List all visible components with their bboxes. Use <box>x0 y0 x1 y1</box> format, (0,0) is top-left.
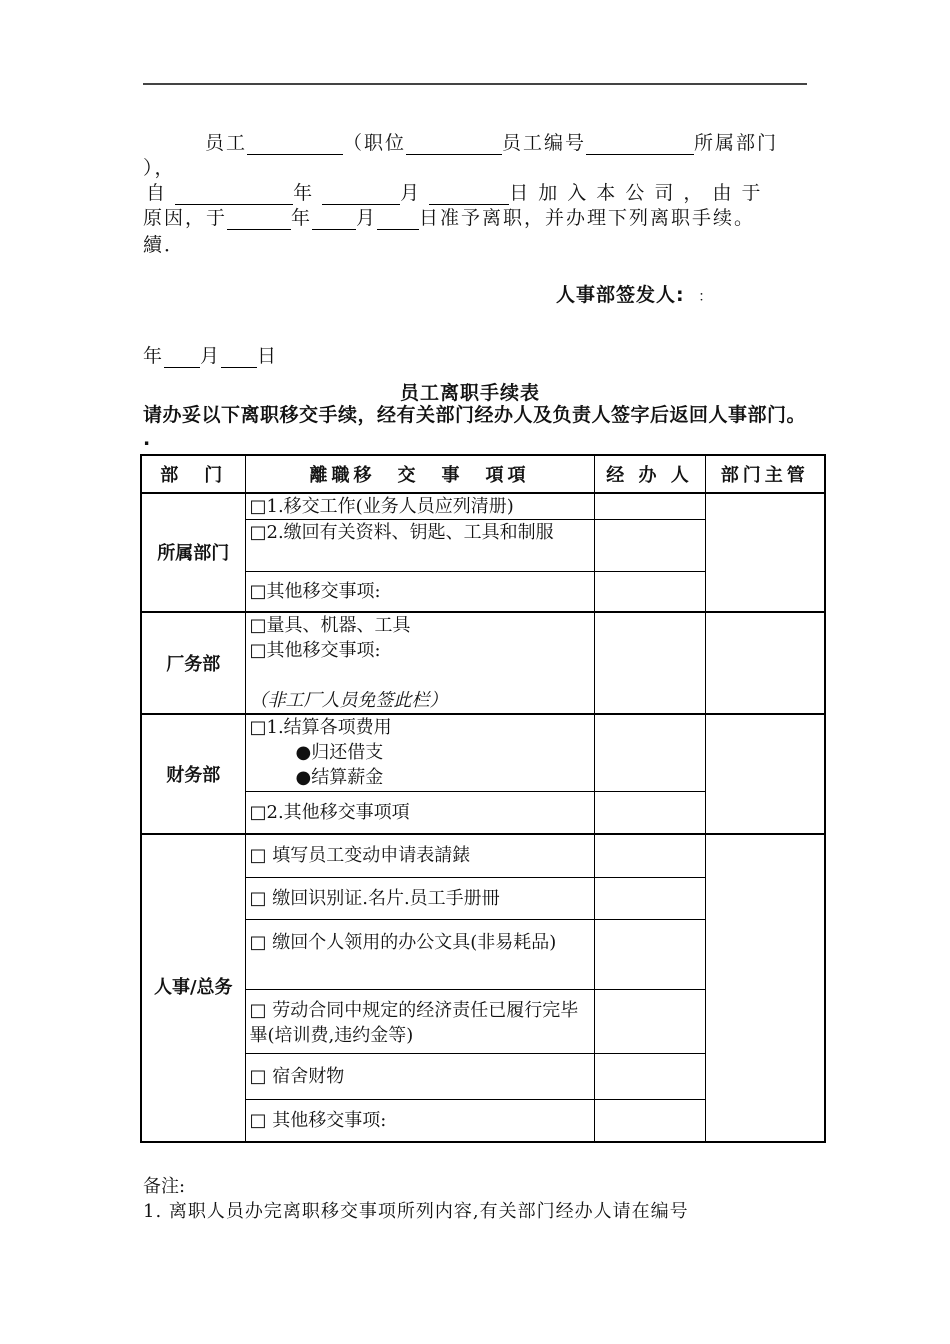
from-label: 自 <box>146 182 168 204</box>
sign-day-blank[interactable] <box>221 349 257 368</box>
dept-factory: 厂务部 <box>141 612 245 714</box>
factory-item-2: □其他移交事项: <box>249 639 381 661</box>
leave-month-blank[interactable] <box>312 211 356 230</box>
join-month-label: 月 <box>400 182 422 204</box>
remarks-item-1: 1. 离职人员办完离职移交事项所列内容,有关部门经办人请在编号 <box>143 1201 689 1222</box>
employee-label: 员工 <box>205 132 248 154</box>
hr-item-6[interactable] <box>245 1100 594 1142</box>
hr-item-5-handler[interactable] <box>594 1054 705 1100</box>
join-year-label: 年 <box>293 182 315 204</box>
hr-signer <box>556 280 713 307</box>
own-item-3-handler[interactable] <box>594 572 705 612</box>
header-supervisor: 部门主管 <box>705 455 825 493</box>
finance-bullet-2: ●结算薪金 <box>295 766 384 788</box>
remarks-label: 备注: <box>143 1176 186 1197</box>
own-item-1-handler[interactable] <box>594 493 705 520</box>
hr-item-3[interactable] <box>245 920 594 990</box>
notice-line-3 <box>146 178 763 205</box>
factory-items[interactable] <box>245 612 594 714</box>
header-rule <box>143 83 807 85</box>
notice-line-4 <box>143 203 755 230</box>
hr-supervisor[interactable] <box>705 834 825 1142</box>
own-item-1-text: □1.移交工作(业务人员应列清册) <box>249 496 514 518</box>
notice-line-5: 續． <box>143 234 186 256</box>
hr-item-3-handler[interactable] <box>594 920 705 990</box>
header-items: 離職移 交 事 項項 <box>245 455 594 493</box>
own-item-3-text: □其他移交事项: <box>249 580 381 602</box>
hr-signer-label: 人事部签发人: <box>556 284 685 306</box>
dept-hr <box>141 834 245 1142</box>
leave-year-label: 年 <box>291 207 313 229</box>
hr-item-1-handler[interactable] <box>594 834 705 878</box>
factory-supervisor[interactable] <box>705 612 825 714</box>
own-item-2[interactable] <box>245 520 594 572</box>
finance-item-2-handler[interactable] <box>594 792 705 834</box>
hr-signer-colon: ： <box>698 289 714 305</box>
employee-no-blank[interactable] <box>586 136 694 155</box>
sign-year-label: 年 <box>143 345 165 367</box>
hr-item-4-text: □ 劳动合同中规定的经济责任已履行完毕畢(培训费,违约金等) <box>249 1000 579 1047</box>
notice-line-1 <box>205 128 778 155</box>
position-label: （职位 <box>343 132 407 154</box>
leave-year-blank[interactable] <box>227 211 291 230</box>
leave-month-label: 月 <box>356 207 378 229</box>
employee-no-label: 员工编号 <box>502 132 587 154</box>
hr-item-4-handler[interactable] <box>594 990 705 1054</box>
hr-item-2-handler[interactable] <box>594 878 705 920</box>
header-handler: 经 办 人 <box>594 455 705 493</box>
hr-item-4[interactable] <box>245 990 594 1054</box>
notice-line-2: ）， <box>143 157 176 179</box>
sign-month-label: 月 <box>200 345 222 367</box>
finance-item-2[interactable] <box>245 792 594 834</box>
sign-day-label: 日 <box>257 345 279 367</box>
hr-item-5[interactable] <box>245 1054 594 1100</box>
finance-item-2-text: □2.其他移交事项項 <box>249 801 410 823</box>
hr-item-3-text: □ 缴回个人领用的办公文具(非易耗品) <box>249 932 557 954</box>
own-item-2-text: □2.缴回有关资料、钥匙、工具和制服 <box>249 522 554 544</box>
form-instruction: 请办妥以下离职移交手续，经有关部门经办人及负责人签字后返回人事部门。 . <box>143 404 807 450</box>
header-dept: 部 门 <box>141 455 245 493</box>
own-item-1[interactable] <box>245 493 594 520</box>
hr-item-5-text: □ 宿舍财物 <box>249 1066 345 1088</box>
employee-name-blank[interactable] <box>247 136 343 155</box>
department-label: 所属部门 <box>694 132 779 154</box>
finance-bullet-1: ●归还借支 <box>295 741 384 763</box>
dept-hr-label: 人事/总务 <box>153 976 233 998</box>
sign-month-blank[interactable] <box>164 349 200 368</box>
hr-item-6-handler[interactable] <box>594 1100 705 1142</box>
hr-item-6-text: □ 其他移交事项: <box>249 1110 387 1132</box>
clearance-table <box>140 454 826 1143</box>
leave-day-blank[interactable] <box>377 211 419 230</box>
hr-item-1-text: □ 填写员工变动申请表請錶 <box>249 845 471 867</box>
dept-own: 所属部门 <box>141 493 245 612</box>
finance-item-1[interactable] <box>245 714 594 792</box>
own-supervisor[interactable] <box>705 493 825 612</box>
dept-finance: 财务部 <box>141 714 245 834</box>
finance-item-1-text: □1.结算各项费用 <box>249 716 392 738</box>
hr-item-1[interactable] <box>245 834 594 878</box>
reason-label: 原因，于 <box>143 207 228 229</box>
factory-handler[interactable] <box>594 612 705 714</box>
join-tail: 日 加 入 本 公 司 ， 由 于 <box>509 182 763 204</box>
position-blank[interactable] <box>406 136 502 155</box>
own-item-3[interactable] <box>245 572 594 612</box>
finance-item-1-handler[interactable] <box>594 714 705 792</box>
leave-tail: 日准予离职，并办理下列离职手续。 <box>419 207 756 229</box>
factory-note: （非工厂人员免签此栏） <box>249 689 448 711</box>
own-item-2-handler[interactable] <box>594 520 705 572</box>
form-title: 员工离职手续表 <box>400 382 541 404</box>
signature-date <box>143 341 278 368</box>
hr-item-2-text: □ 缴回识别证.名片.员工手册冊 <box>249 888 500 910</box>
finance-supervisor[interactable] <box>705 714 825 834</box>
factory-item-1: □量具、机器、工具 <box>249 614 411 636</box>
hr-item-2[interactable] <box>245 878 594 920</box>
